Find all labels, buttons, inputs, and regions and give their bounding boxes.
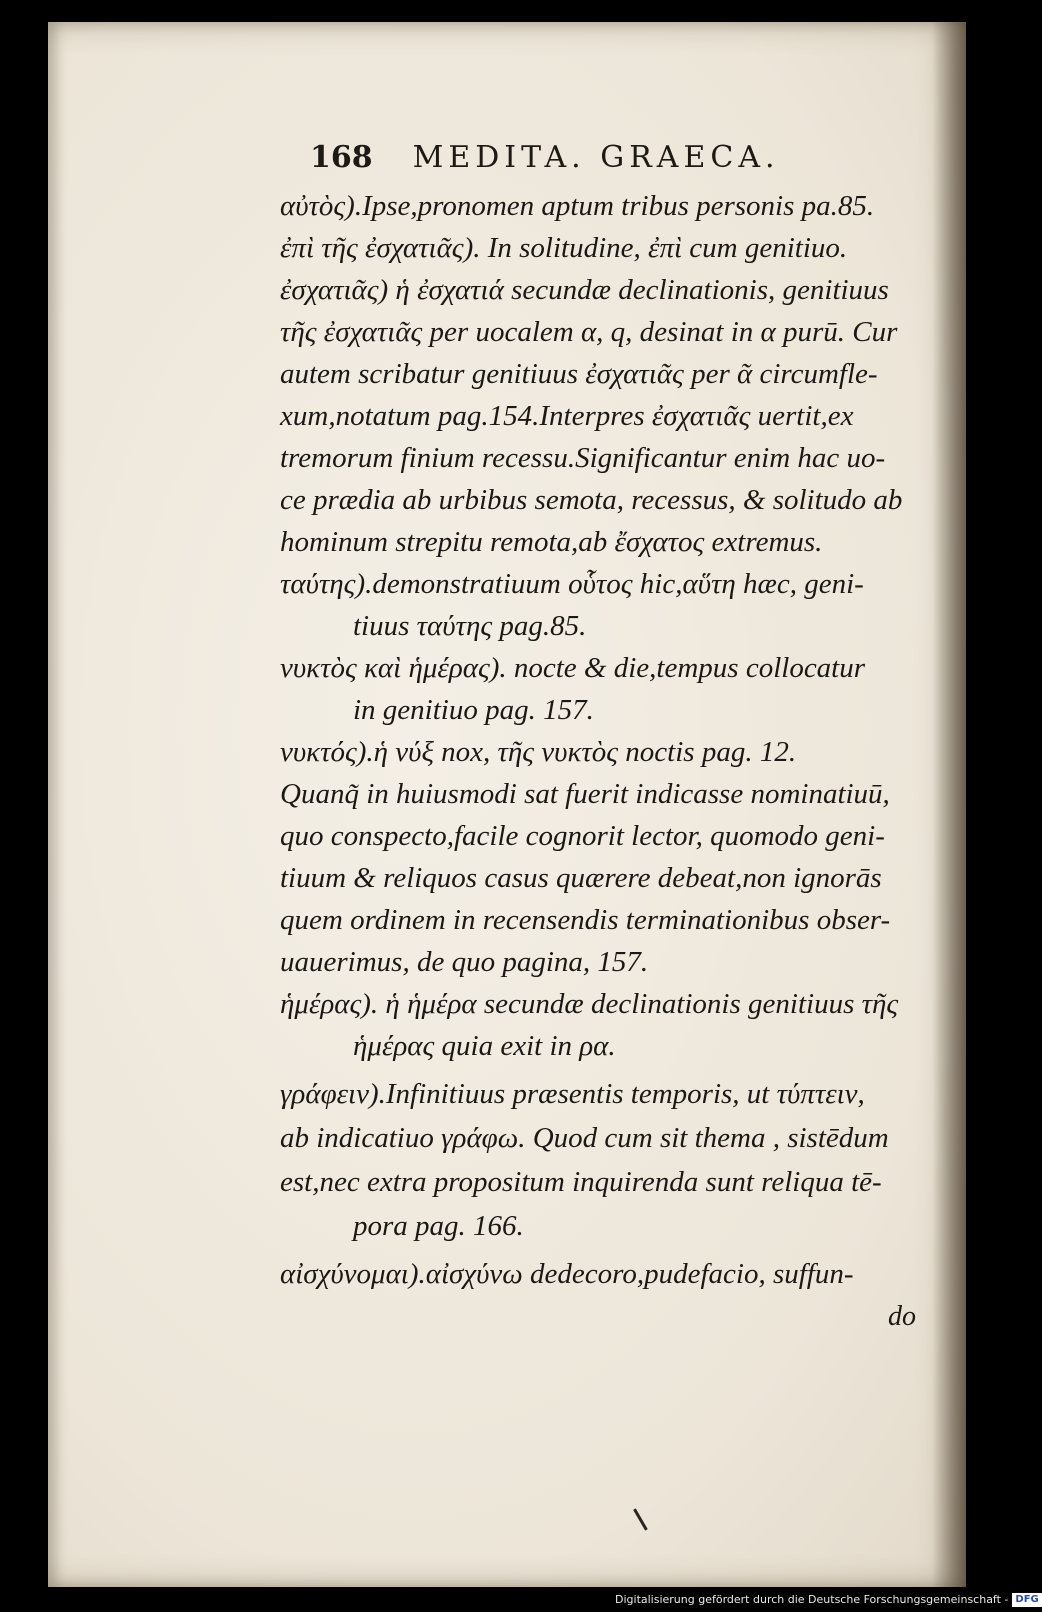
digitization-footer — [615, 1590, 1039, 1610]
running-title: MEDITA. GRAECA. — [412, 140, 780, 175]
text-line: pora pag. 166. — [353, 1210, 524, 1242]
text-line: ἡμέρας quia exit in ρα. — [353, 1030, 616, 1062]
text-line: autem scribatur genitiuus ἐσχατιᾶς per ᾶ circumfle- — [280, 358, 878, 390]
text-line: quo conspecto,facile cognorit lector, quomodo geni- — [280, 820, 885, 852]
text-line: νυκτὸς καὶ ἡμέρας). nocte & die,tempus collocatur — [280, 652, 866, 684]
text-line: ἡμέρας). ἡ ἡμέρα secundæ declinationis genitiuus τῆς — [280, 988, 899, 1020]
text-line: γράφειν).Infinitiuus præsentis temporis, ut τύπτειν, — [280, 1078, 865, 1110]
text-line: Quanq̃ in huiusmodi sat fuerit indicasse nominatiuū, — [280, 778, 890, 810]
page-header — [310, 140, 910, 180]
text-line: xum,notatum pag.154.Interpres ἐσχατιᾶς uertit,ex — [280, 400, 854, 432]
text-line: quem ordinem in recensendis terminationibus obser- — [280, 904, 891, 936]
text-line: ab indicatiuo γράφω. Quod cum sit thema , sistēdum — [280, 1122, 889, 1154]
text-line: αὐτὸς).Ipse,pronomen aptum tribus personis pa.85. — [280, 190, 875, 222]
page-number: 168 — [310, 140, 373, 175]
footer-text: Digitalisierung gefördert durch die Deutsche Forschungsgemeinschaft - — [615, 1593, 1009, 1606]
text-line: tiuum & reliquos casus quærere debeat,non ignorās — [280, 862, 882, 894]
text-line: ταύτης).demonstratiuum οὗτος hic,αὕτη hæc, geni- — [280, 568, 864, 600]
book-page — [48, 22, 966, 1587]
text-line: uauerimus, de quo pagina, 157. — [280, 946, 649, 978]
text-line: ce prædia ab urbibus semota, recessus, & solitudo ab — [280, 484, 903, 516]
text-line: τῆς ἐσχατιᾶς per uocalem α, q, desinat in α purū. Cur — [280, 316, 898, 348]
text-line: tremorum finium recessu.Significantur enim hac uo- — [280, 442, 886, 474]
page-gutter-shadow — [932, 22, 966, 1587]
text-line: hominum strepitu remota,ab ἔσχατος extremus. — [280, 526, 823, 558]
text-line: αἰσχύνομαι).αἰσχύνω dedecoro,pudefacio, suffun- — [280, 1258, 854, 1290]
text-line: ἐπὶ τῆς ἐσχατιᾶς). In solitudine, ἐπὶ cum genitiuo. — [280, 232, 848, 264]
text-line: tiuus ταύτης pag.85. — [353, 610, 587, 642]
dfg-logo: DFG — [1012, 1593, 1041, 1607]
text-line: in genitiuo pag. 157. — [353, 694, 594, 726]
text-line: do — [888, 1300, 917, 1332]
text-line: νυκτός).ἡ νύξ nox, τῆς νυκτὸς noctis pag. 12. — [280, 736, 797, 768]
text-line: ἐσχατιᾶς) ἡ ἐσχατιά secundæ declinationis, genitiuus — [280, 274, 889, 306]
text-line: est,nec extra propositum inquirenda sunt reliqua tē- — [280, 1166, 882, 1198]
ink-mark — [633, 1501, 660, 1530]
